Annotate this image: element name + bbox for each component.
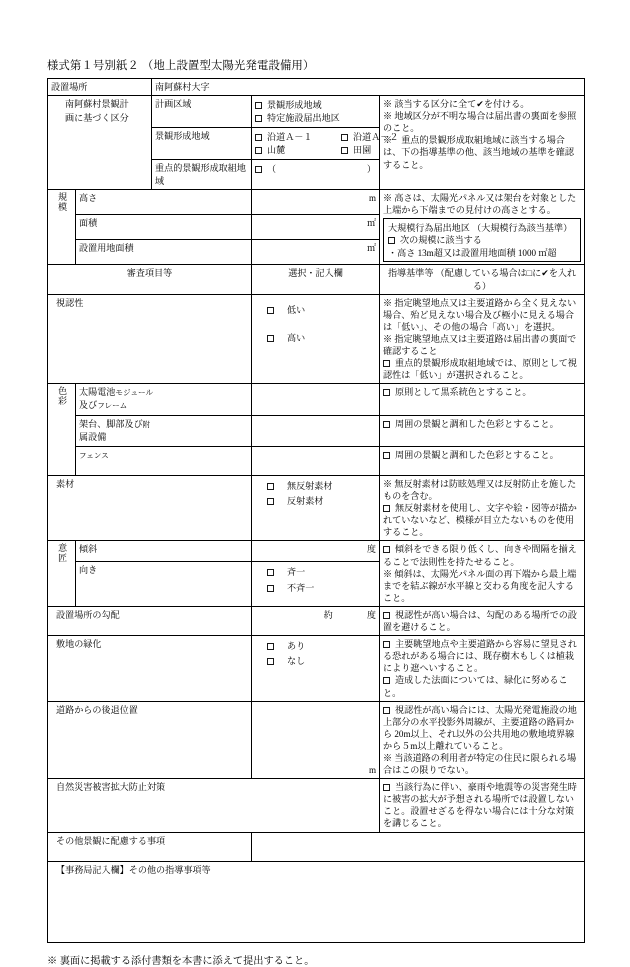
checkbox-option-nonreflective[interactable]: [267, 480, 376, 492]
checkbox-option-tokutei-shisetsu[interactable]: [255, 112, 376, 124]
checkbox-icon[interactable]: [255, 147, 262, 154]
checkbox-option-keikan-keisei[interactable]: [255, 99, 376, 111]
checkbox-icon[interactable]: [383, 452, 390, 459]
option-label: なし: [287, 656, 306, 667]
table-row-disaster: [48, 779, 585, 832]
table-row-gradient: [48, 606, 585, 635]
option-label: 次の規模に該当する: [400, 235, 482, 246]
other-entry[interactable]: [252, 832, 585, 861]
gradient-approx: 約: [323, 609, 333, 620]
criterion-label: 周囲の景観と調和した色彩とすること。: [395, 450, 559, 460]
option-label: 高い: [287, 332, 306, 343]
checkbox-icon[interactable]: [267, 569, 274, 576]
checkbox-icon[interactable]: [267, 658, 274, 665]
table-row-location: [48, 79, 585, 96]
disaster-label: [48, 779, 380, 832]
checkbox-icon[interactable]: [383, 612, 390, 619]
checkbox-criterion-setback[interactable]: [383, 704, 581, 752]
table-row-setback: [48, 701, 585, 779]
greening-label-text: 敷地の緑化: [56, 639, 102, 650]
criterion-label: 無反射素材を使用し、文字や絵・図等が描かれていないなど、模様が目立たないものを使用すること。: [383, 503, 577, 538]
priority-area-input[interactable]: [252, 160, 380, 190]
criterion-label: 主要眺望地点や主要道路から容易に望見される恐れがある場合には、既存樹木もしくは植栽により遮へいすること。: [383, 639, 577, 674]
large-scale-box: [383, 218, 581, 262]
criterion-label: 重点的景観形成取組地域では、原則として視認性は「低い」が選択されること。: [383, 358, 577, 381]
checkbox-icon[interactable]: [267, 498, 274, 505]
location-value[interactable]: 南阿蘇村大字: [152, 79, 585, 96]
disaster-label-text: 自然災害被害拡大防止対策: [56, 782, 166, 793]
material-label: [48, 476, 252, 541]
checkbox-icon[interactable]: [383, 389, 390, 396]
scale-section-label: [48, 190, 76, 265]
slope-sublabel: 傾斜: [76, 541, 252, 562]
greening-criteria: [380, 636, 585, 701]
color-mount-sublabel-b: 附: [142, 419, 151, 429]
checkbox-icon[interactable]: [383, 505, 390, 512]
district-note-1: ※ 該当する区分に全て✔を付ける。: [383, 99, 530, 110]
table-row-office: [48, 861, 585, 942]
option-label: 不斉一: [287, 582, 315, 593]
option-label: 反射素材: [287, 496, 324, 507]
option-label: 特定施設届出地区: [267, 113, 340, 124]
setback-label-text: 道路からの後退位置: [56, 704, 138, 715]
main-form-table: [47, 78, 585, 943]
visibility-options: [252, 294, 380, 384]
color-fence-sublabel-text: フェンス: [79, 451, 109, 460]
checkbox-option-reflective[interactable]: [267, 495, 376, 507]
scale-notes: [380, 190, 585, 265]
checkbox-option-denen[interactable]: [341, 144, 371, 156]
direction-options: [252, 562, 380, 606]
checkbox-option-low[interactable]: [267, 304, 376, 316]
color-mount-sublabel-c: 属設備: [79, 431, 107, 442]
checkbox-icon[interactable]: [383, 360, 390, 367]
table-row-greening: [48, 636, 585, 701]
area-sublabel: 面積: [76, 215, 252, 240]
table-row-other: [48, 832, 585, 861]
material-label-text: 素材: [56, 479, 75, 489]
document-title: 様式第１号別紙２ （地上設置型太陽光発電設備用）: [47, 60, 315, 72]
scale-note: ※ 高さは、太陽光パネル又は架台を対象とした上端から下端までの見付けの高さとする。: [383, 193, 577, 216]
checkbox-option-sanroku[interactable]: [255, 144, 341, 156]
criteria-header-col1: 審査項目等: [48, 265, 252, 294]
checkbox-icon[interactable]: [383, 784, 390, 791]
table-row-color-fence: [48, 447, 585, 476]
checkbox-criterion-greening-2[interactable]: [383, 674, 581, 698]
color-module-sublabel-b: モジュール: [115, 388, 154, 398]
color-section-label: [48, 384, 76, 476]
checkbox-criterion-material[interactable]: [383, 502, 581, 538]
checkbox-option-nonuniform[interactable]: [267, 582, 376, 594]
color-fence-entry[interactable]: [252, 447, 380, 476]
option-label: 沿道Ａ－１: [267, 132, 313, 143]
other-label: [48, 832, 252, 861]
material-criteria: [380, 476, 585, 541]
checkbox-icon[interactable]: [383, 546, 390, 553]
table-row-height: [48, 190, 585, 215]
paren-open: （: [267, 164, 277, 175]
keikan-area-options: [252, 128, 399, 160]
checkbox-criterion-visibility[interactable]: [383, 357, 581, 381]
design-section-label: [48, 541, 76, 606]
design-note: ※ 傾斜は、太陽光パネル面の再下端から最上端までを結ぶ線が水平線と交わる角度を記入すること。: [383, 568, 577, 603]
design-criteria: [380, 541, 585, 606]
slope-unit: 度: [366, 544, 377, 555]
checkbox-criterion-color-module[interactable]: [383, 386, 581, 398]
large-scale-title: 大規模行為届出地区 （大規模行為該当基準）: [388, 222, 573, 233]
checkbox-option-uniform[interactable]: [267, 566, 376, 578]
site-area-input[interactable]: [252, 240, 380, 265]
priority-area-sublabel: [152, 160, 252, 190]
gradient-input[interactable]: [252, 606, 380, 635]
checkbox-icon[interactable]: [255, 134, 262, 141]
greening-options: [252, 636, 380, 701]
checkbox-option-high[interactable]: [267, 332, 376, 344]
color-mount-entry[interactable]: [252, 415, 380, 446]
option-label: 山麓: [267, 145, 286, 156]
form-page: [47, 57, 584, 967]
office-section[interactable]: [48, 861, 585, 942]
gradient-label-text: 設置場所の勾配: [56, 609, 120, 620]
height-input[interactable]: [252, 190, 380, 215]
color-mount-sublabel: [76, 415, 252, 446]
table-row-color-frame: [48, 415, 585, 446]
criterion-label: 周囲の景観と調和した色彩とすること。: [395, 418, 559, 429]
setback-label: [48, 701, 252, 779]
height-sublabel: 高さ: [76, 190, 252, 215]
scale-section-label-text: 規模: [57, 192, 68, 213]
checkbox-icon[interactable]: [267, 307, 274, 314]
checkbox-option-greening-no[interactable]: [267, 655, 376, 667]
checkbox-icon[interactable]: [383, 641, 390, 648]
option-label: 田園: [353, 145, 372, 156]
checkbox-criterion-disaster[interactable]: [383, 781, 581, 829]
option-label: 無反射素材: [287, 481, 333, 491]
keikan-area-sublabel: 景観形成地域: [152, 128, 252, 160]
color-module-sublabel-a: 太陽電池: [79, 387, 116, 398]
criteria-header-col3: 指導基準等 （配慮している場合は□に✔を入れる）: [380, 265, 585, 294]
checkbox-icon[interactable]: [255, 102, 262, 109]
district-note-2: ※ 地域区分が不明な場合は届出書の裏面を参照のこと。: [383, 111, 577, 134]
gradient-criterion: [380, 606, 585, 635]
checkbox-icon[interactable]: [255, 115, 262, 122]
checkbox-criterion-design[interactable]: [383, 543, 581, 567]
checkbox-icon[interactable]: [267, 483, 274, 490]
design-section-label-text: 意匠: [57, 543, 68, 564]
visibility-note-2: ※ 指定眺望地点又は主要道路は届出書の裏面で確認すること: [383, 333, 577, 357]
checkbox-criterion-greening-1[interactable]: [383, 638, 581, 674]
checkbox-icon[interactable]: [267, 643, 274, 650]
direction-sublabel: 向き: [76, 562, 252, 606]
option-label: 景観形成地域: [267, 100, 322, 111]
other-label-text: その他景観に配慮する事項: [56, 835, 166, 846]
checkbox-option-endo-a1[interactable]: [255, 131, 341, 143]
criterion-label: 原則として黒系統色とすること。: [395, 387, 532, 398]
planning-area-sublabel: 計画区域: [152, 96, 252, 128]
footer-note: ※ 裏面に掲載する添付書類を本書に添えて提出すること。: [47, 955, 315, 967]
slope-input[interactable]: [252, 541, 380, 562]
setback-input[interactable]: [252, 701, 380, 779]
table-row-visibility: [48, 294, 585, 384]
color-mount-criterion: [380, 415, 585, 446]
visibility-label-text: 視認性: [56, 297, 84, 308]
option-label: 沿道Ａ－２: [353, 132, 399, 143]
material-note: ※ 無反射素材は防眩処理又は反射防止を施したものを含む。: [383, 479, 577, 502]
checkbox-icon[interactable]: [341, 134, 348, 141]
location-label: 設置場所: [48, 79, 152, 96]
disaster-criterion: [380, 779, 585, 832]
color-fence-sublabel: [76, 447, 252, 476]
gradient-label: [48, 606, 252, 635]
color-module-sublabel: [76, 384, 252, 415]
visibility-criteria: [380, 294, 585, 384]
district-section-label: [48, 96, 152, 190]
checkbox-icon[interactable]: [383, 677, 390, 684]
criterion-label: 造成した法面については、緑化に努めること。: [383, 675, 568, 698]
checkbox-criterion-color-fence[interactable]: [383, 449, 581, 461]
checkbox-icon[interactable]: [255, 166, 262, 173]
district-note-3: ※ 重点的景観形成取組地域に該当する場合は、下の指導基準の他、該当地域の基準を確認すること。: [383, 135, 574, 170]
criterion-label: 当該行為に伴い、豪雨や地震等の災害発生時に被害の拡大が予想される場所では設置しないこと。設置せざるを得ない場合には十分な対策を講じること。: [383, 782, 577, 829]
visibility-note-1: ※ 指定眺望地点又は主要道路から全く見えない場合、殆ど見えない場合及び極小に見える場合は「低い」、その他の場合「高い」を選択。: [383, 297, 577, 332]
criteria-header-col2: 選択・記入欄: [252, 265, 380, 294]
checkbox-icon[interactable]: [383, 421, 390, 428]
criterion-label: 視認性が高い場合は、勾配のある場所での設置を避けること。: [383, 609, 577, 633]
checkbox-icon[interactable]: [383, 707, 390, 714]
setback-note: ※ 当該道路の利用者が特定の住民に限られる場合はこの限りでない。: [383, 752, 577, 776]
option-label: あり: [287, 641, 306, 652]
criterion-label: 視認性が高い場合には、太陽光発電施設の地上部分の水平投影外周線が、主要道路の路肩から 20m以上、それ以外の公共用地の敷地境界線から５m以上離れていること。: [383, 704, 577, 751]
checkbox-icon[interactable]: [267, 585, 274, 592]
office-label-text: 【事務局記入欄】その他の指導事項等: [56, 864, 211, 875]
checkbox-option-greening-yes[interactable]: [267, 640, 376, 652]
site-area-sublabel: 設置用地面積: [76, 240, 252, 265]
district-notes: [380, 96, 585, 190]
color-module-sublabel-d: フレーム: [97, 401, 128, 411]
checkbox-icon[interactable]: [341, 147, 348, 154]
table-row-criteria-header: [48, 265, 585, 294]
color-module-criterion: [380, 384, 585, 415]
table-row-material: [48, 476, 585, 541]
option-label: 斉一: [287, 567, 306, 578]
planning-area-options: [252, 96, 380, 128]
setback-criteria: [380, 701, 585, 779]
checkbox-option-large-scale[interactable]: [388, 234, 576, 246]
district-section-label-text: 南阿蘇村景観計画に基づく区分: [65, 99, 129, 123]
checkbox-criterion-gradient[interactable]: [383, 609, 581, 633]
checkbox-icon[interactable]: [267, 335, 274, 342]
material-options: [252, 476, 380, 541]
checkbox-icon[interactable]: [388, 237, 395, 244]
site-area-unit: ㎡: [367, 243, 377, 254]
color-module-entry[interactable]: [252, 384, 380, 415]
table-row-color-module: [48, 384, 585, 415]
criterion-label: 傾斜をできる限り低くし、向きや間隔を揃えることで法則性を持たせること。: [383, 544, 577, 567]
table-row-planning-area: [48, 96, 585, 128]
area-input[interactable]: [252, 215, 380, 240]
color-module-sublabel-c: 及び: [79, 400, 98, 411]
paren-close: ）: [366, 164, 377, 175]
color-mount-sublabel-a: 架台、脚部及び: [79, 418, 143, 429]
checkbox-option-endo-a2[interactable]: [341, 131, 398, 143]
area-unit: ㎡: [367, 218, 377, 229]
priority-area-sublabel-text: 重点的景観形成取組地域: [155, 163, 246, 186]
greening-label: [48, 636, 252, 701]
gradient-unit: 度: [366, 609, 377, 620]
visibility-label: [48, 294, 252, 384]
color-section-label-text: 色彩: [57, 386, 68, 407]
option-label: 低い: [287, 304, 306, 315]
height-unit: m: [369, 193, 377, 203]
large-scale-bullet: ・高さ 13m超又は設置用地面積 1000 ㎡超: [388, 247, 557, 258]
checkbox-criterion-color-mount[interactable]: [383, 418, 581, 430]
table-row-design-slope: [48, 541, 585, 562]
color-fence-criterion: [380, 447, 585, 476]
setback-unit: m: [368, 765, 377, 776]
